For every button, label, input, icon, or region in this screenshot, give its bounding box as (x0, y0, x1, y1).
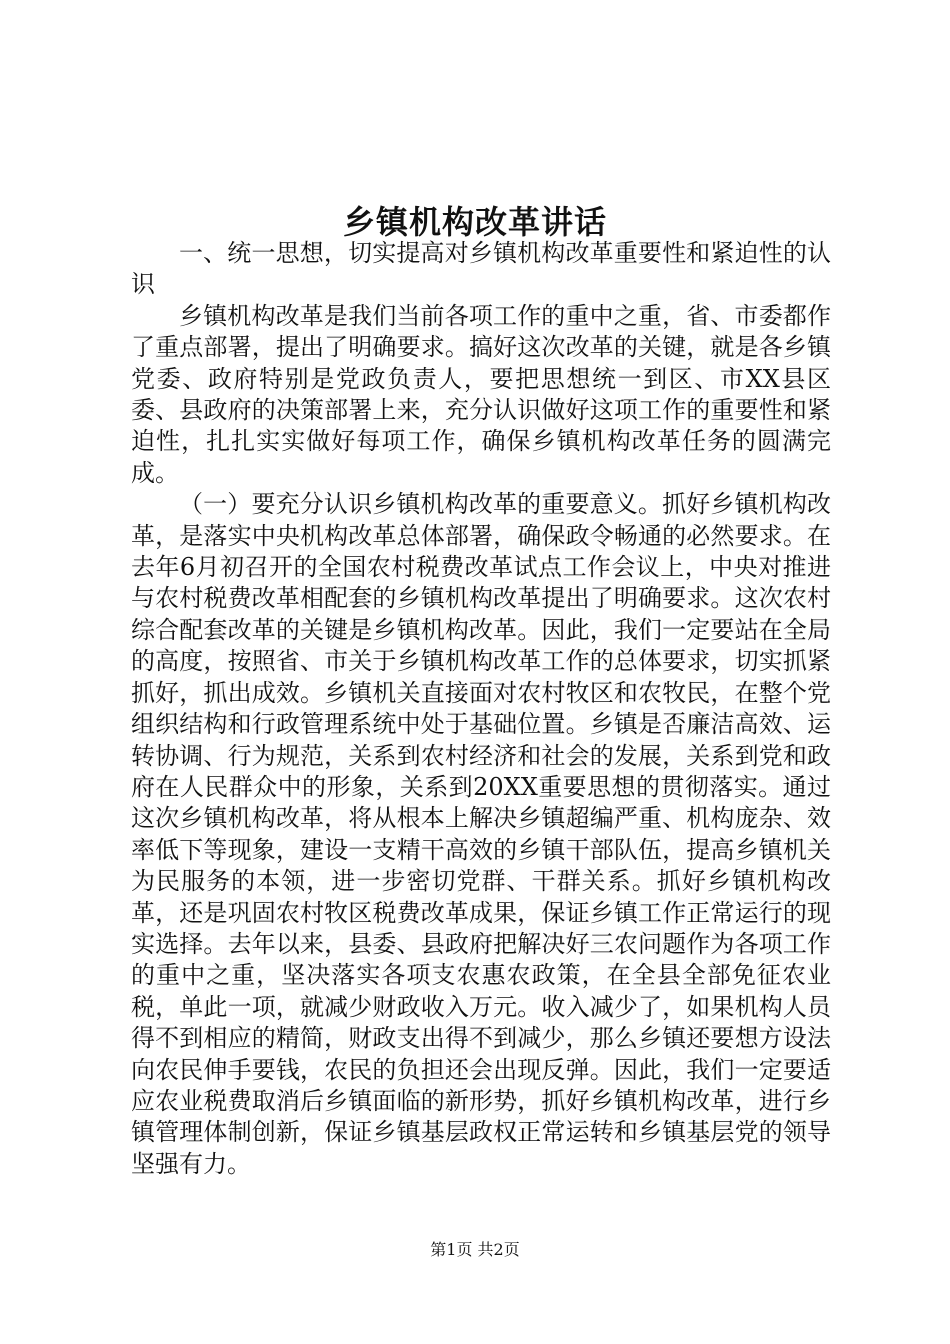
document-title: 乡镇机构改革讲话 (342, 203, 607, 242)
document-body (131, 238, 831, 1180)
paragraph-1: 乡镇机构改革是我们当前各项工作的重中之重，省、市委都作了重点部署，提出了明确要求。搞好这次改革的关键，就是各乡镇党委、政府特别是党政负责人，要把思想统一到区、市XX县区委、县政府的决策部署上来，充分认识做好这项工作的重要性和紧迫性，扎扎实实做好每项工作，确保乡镇机构改革任务的圆满完成。 (131, 301, 831, 487)
section-heading-1: 一、统一思想，切实提高对乡镇机构改革重要性和紧迫性的认识 (131, 239, 831, 299)
paragraph-2: （一）要充分认识乡镇机构改革的重要意义。抓好乡镇机构改革，是落实中央机构改革总体部署，确保政令畅通的必然要求。在去年6月初召开的全国农村税费改革试点工作会议上，中央对推进与农村税费改革相配套的乡镇机构改革提出了明确要求。这次农村综合配套改革的关键是乡镇机构改革。因此，我们一定要站在全局的高度，按照省、市关于乡镇机构改革工作的总体要求，切实抓紧抓好，抓出成效。乡镇机关直接面对农村牧区和农牧民，在整个党组织结构和行政管理系统中处于基础位置。乡镇是否廉洁高效、运转协调、行为规范，关系到农村经济和社会的发展，关系到党和政府在人民群众中的形象，关系到20XX重要思想的贯彻落实。通过这次乡镇机构改革，将从根本上解决乡镇超编严重、机构庞杂、效率低下等现象，建设一支精干高效的乡镇干部队伍，提高乡镇机关为民服务的本领，进一步密切党群、干群关系。抓好乡镇机构改革，还是巩固农村牧区税费改革成果，保证乡镇工作正常运行的现实选择。去年以来，县委、县政府把解决好三农问题作为各项工作的重中之重，坚决落实各项支农惠农政策，在全县全部免征农业税，单此一项，就减少财政收入万元。收入减少了，如果机构人员得不到相应的精简，财政支出得不到减少，那么乡镇还要想方设法向农民伸手要钱，农民的负担还会出现反弹。因此，我们一定要适应农业税费取消后乡镇面临的新形势，抓好乡镇机构改革，进行乡镇管理体制创新，保证乡镇基层政权正常运转和乡镇基层党的领导坚强有力。 (131, 490, 831, 1178)
page-number-footer: 第1页 共2页 (430, 1240, 520, 1259)
